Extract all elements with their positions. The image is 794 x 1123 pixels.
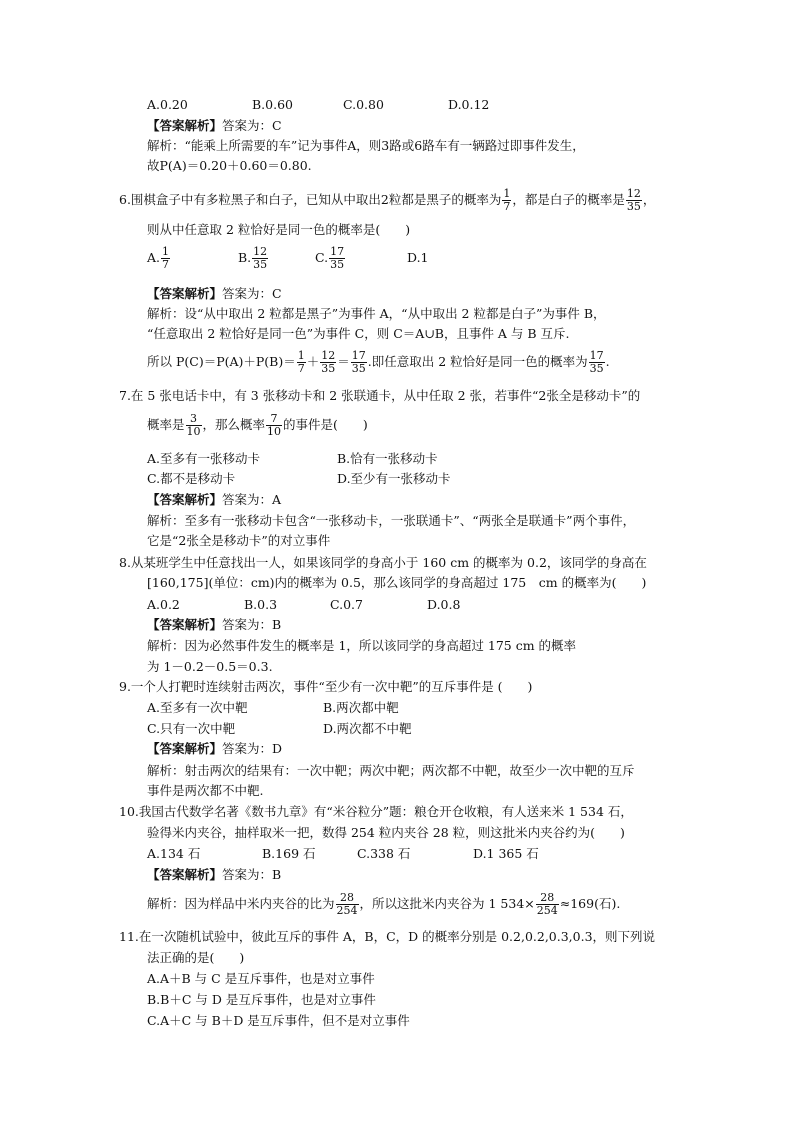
fraction: $\frac{17}{35}$ [330,245,345,271]
q6-option-d: D.1 [407,250,429,265]
answer-text: 答案为：C [222,118,282,133]
q8-stem-line-2: [160,175](单位：cm)内的概率为 0.5，那么该同学的身高超过 175 cm 的概率为( ) [147,575,647,590]
q8-analysis-2: 为 1－0.2－0.5＝0.3. [147,659,273,674]
q5-option-c: C.0.80 [343,97,384,112]
answer-text: 答案为：B [222,617,282,632]
q6-stem-line-2: 则从中任意取 2 粒恰好是同一色的概率是( ) [147,222,411,237]
q5-answer-line [147,118,282,134]
q5-analysis-1: 解析：“能乘上所需要的车”记为事件A，则3路或6路车有一辆路过即事件发生， [147,138,585,153]
q9-analysis-1: 解析：射击两次的结果有：一次中靶；两次中靶；两次都不中靶，故至少一次中靶的互斥 [147,763,635,778]
q11-option-c: C.A＋C 与 B＋D 是互斥事件，但不是对立事件 [147,1013,410,1028]
q8-option-a: A.0.2 [147,597,180,612]
q6-answer-line [147,286,282,302]
q10-option-c: C.338 石 [357,846,411,861]
answer-text: 答案为：C [222,286,282,301]
q8-stem-line-1: 8.从某班学生中任意找出一人，如果该同学的身高小于 160 cm 的概率为 0.2，该同学的身高在 [119,555,647,570]
fraction: $\frac{1}{7}$ [297,349,305,375]
q11-stem-line-2: 法正确的是( ) [147,950,245,965]
q7-stem-line-2: 概率是 $\frac{3}{10}$ ，那么概率 $\frac{7}{10}$ 的事件是( ) [147,412,368,438]
answer-tag: 【答案解析】 [147,741,223,756]
q8-option-d: D.0.8 [427,597,461,612]
q5-option-a: A.0.20 [147,97,188,112]
fraction: $\frac{28}{254}$ [336,891,358,917]
fraction: $\frac{1}{7}$ [503,187,511,213]
q8-option-c: C.0.7 [330,597,363,612]
q9-answer-line [147,741,282,757]
answer-tag: 【答案解析】 [147,118,223,133]
answer-tag: 【答案解析】 [147,492,223,507]
fraction: $\frac{17}{35}$ [589,349,604,375]
fraction: $\frac{7}{10}$ [267,412,282,438]
answer-tag: 【答案解析】 [147,867,223,882]
q9-option-c: C.只有一次中靶 [147,721,236,736]
q8-answer-line [147,617,281,633]
answer-text: 答案为：B [222,867,282,882]
q10-option-d: D.1 365 石 [473,846,539,861]
q7-answer-line [147,492,281,508]
q5-analysis-2: 故P(A)＝0.20＋0.60＝0.80. [147,158,312,173]
q10-answer-line [147,867,281,883]
q7-analysis-2: 它是“2张全是移动卡”的对立事件 [147,533,331,548]
q7-stem-line-1: 7.在 5 张电话卡中，有 3 张移动卡和 2 张联通卡，从中任取 2 张，若事件“2张全是移动卡”的 [119,388,641,403]
q9-option-b: B.两次都中靶 [323,700,399,715]
q6-analysis-3: 所以 P(C)＝P(A)＋P(B)＝ $\frac{1}{7}$ ＋ $\frac{12}{35}$ ＝ $\frac{17}{35}$ .即任意取出 2 粒恰好是同一色的概率为 $\frac{17}{35}$ . [147,349,610,375]
q7-option-c: C.都不是移动卡 [147,471,236,486]
q6-stem-line-1: 6.围棋盒子中有多粒黑子和白子，已知从中取出2粒都是黑子的概率为 $\frac{1}{7}$ ，都是白子的概率是 $\frac{12}{35}$ ， [119,187,656,213]
q11-option-b: B.B＋C 与 D 是互斥事件，也是对立事件 [147,992,376,1007]
q9-analysis-2: 事件是两次都不中靶. [147,783,264,798]
q6-option-a: A. $\frac{1}{7}$ [147,245,170,271]
q8-option-b: B.0.3 [244,597,278,612]
q9-option-a: A.至多有一次中靶 [147,700,248,715]
q6-analysis-1: 解析：设“从中取出 2 粒都是黑子”为事件 A，“从中取出 2 粒都是白子”为事件 B， [147,306,606,321]
fraction: $\frac{17}{35}$ [351,349,366,375]
fraction: $\frac{12}{35}$ [626,187,641,213]
q6-option-c: C. $\frac{17}{35}$ [315,245,345,271]
answer-tag: 【答案解析】 [147,617,223,632]
q9-option-d: D.两次都不中靶 [323,721,412,736]
answer-text: 答案为：D [222,741,283,756]
q10-option-b: B.169 石 [262,846,316,861]
fraction: $\frac{12}{35}$ [253,245,268,271]
answer-tag: 【答案解析】 [147,286,223,301]
q10-analysis: 解析：因为样品中米内夹谷的比为 $\frac{28}{254}$ ，所以这批米内夹谷为 1 534× $\frac{28}{254}$ ≈169(石). [147,891,621,917]
fraction: $\frac{12}{35}$ [321,349,336,375]
q7-analysis-1: 解析：至多有一张移动卡包含“一张移动卡，一张联通卡”、“两张全是联通卡”两个事件， [147,513,636,528]
q5-option-b: B.0.60 [252,97,293,112]
fraction: $\frac{1}{7}$ [162,245,170,271]
q11-stem-line-1: 11.在一次随机试验中，彼此互斥的事件 A，B，C，D 的概率分别是 0.2,0.2,0.3,0.3，则下列说 [119,929,656,944]
fraction: $\frac{3}{10}$ [186,412,201,438]
answer-text: 答案为：A [222,492,282,507]
q5-option-d: D.0.12 [448,97,490,112]
q11-option-a: A.A＋B 与 C 是互斥事件，也是对立事件 [147,971,375,986]
q8-analysis-1: 解析：因为必然事件发生的概率是 1，所以该同学的身高超过 175 cm 的概率 [147,638,577,653]
q10-stem-line-1: 10.我国古代数学名著《数书九章》有“米谷粒分”题：粮仓开仓收粮，有人送来米 1 534 石， [119,804,633,819]
fraction: $\frac{28}{254}$ [536,891,558,917]
q10-option-a: A.134 石 [147,846,201,861]
q7-option-a: A.至多有一张移动卡 [147,451,261,466]
q7-option-b: B.恰有一张移动卡 [337,451,438,466]
q6-option-b: B. $\frac{12}{35}$ [238,245,268,271]
q9-stem: 9.一个人打靶时连续射击两次，事件“至少有一次中靶”的互斥事件是 ( ) [119,679,533,694]
q10-stem-line-2: 验得米内夹谷，抽样取米一把，数得 254 粒内夹谷 28 粒，则这批米内夹谷约为( ) [147,825,625,840]
q7-option-d: D.至少有一张移动卡 [337,471,451,486]
q6-analysis-2: “任意取出 2 粒恰好是同一色”为事件 C，则 C＝A∪B，且事件 A 与 B 互斥. [147,326,570,341]
